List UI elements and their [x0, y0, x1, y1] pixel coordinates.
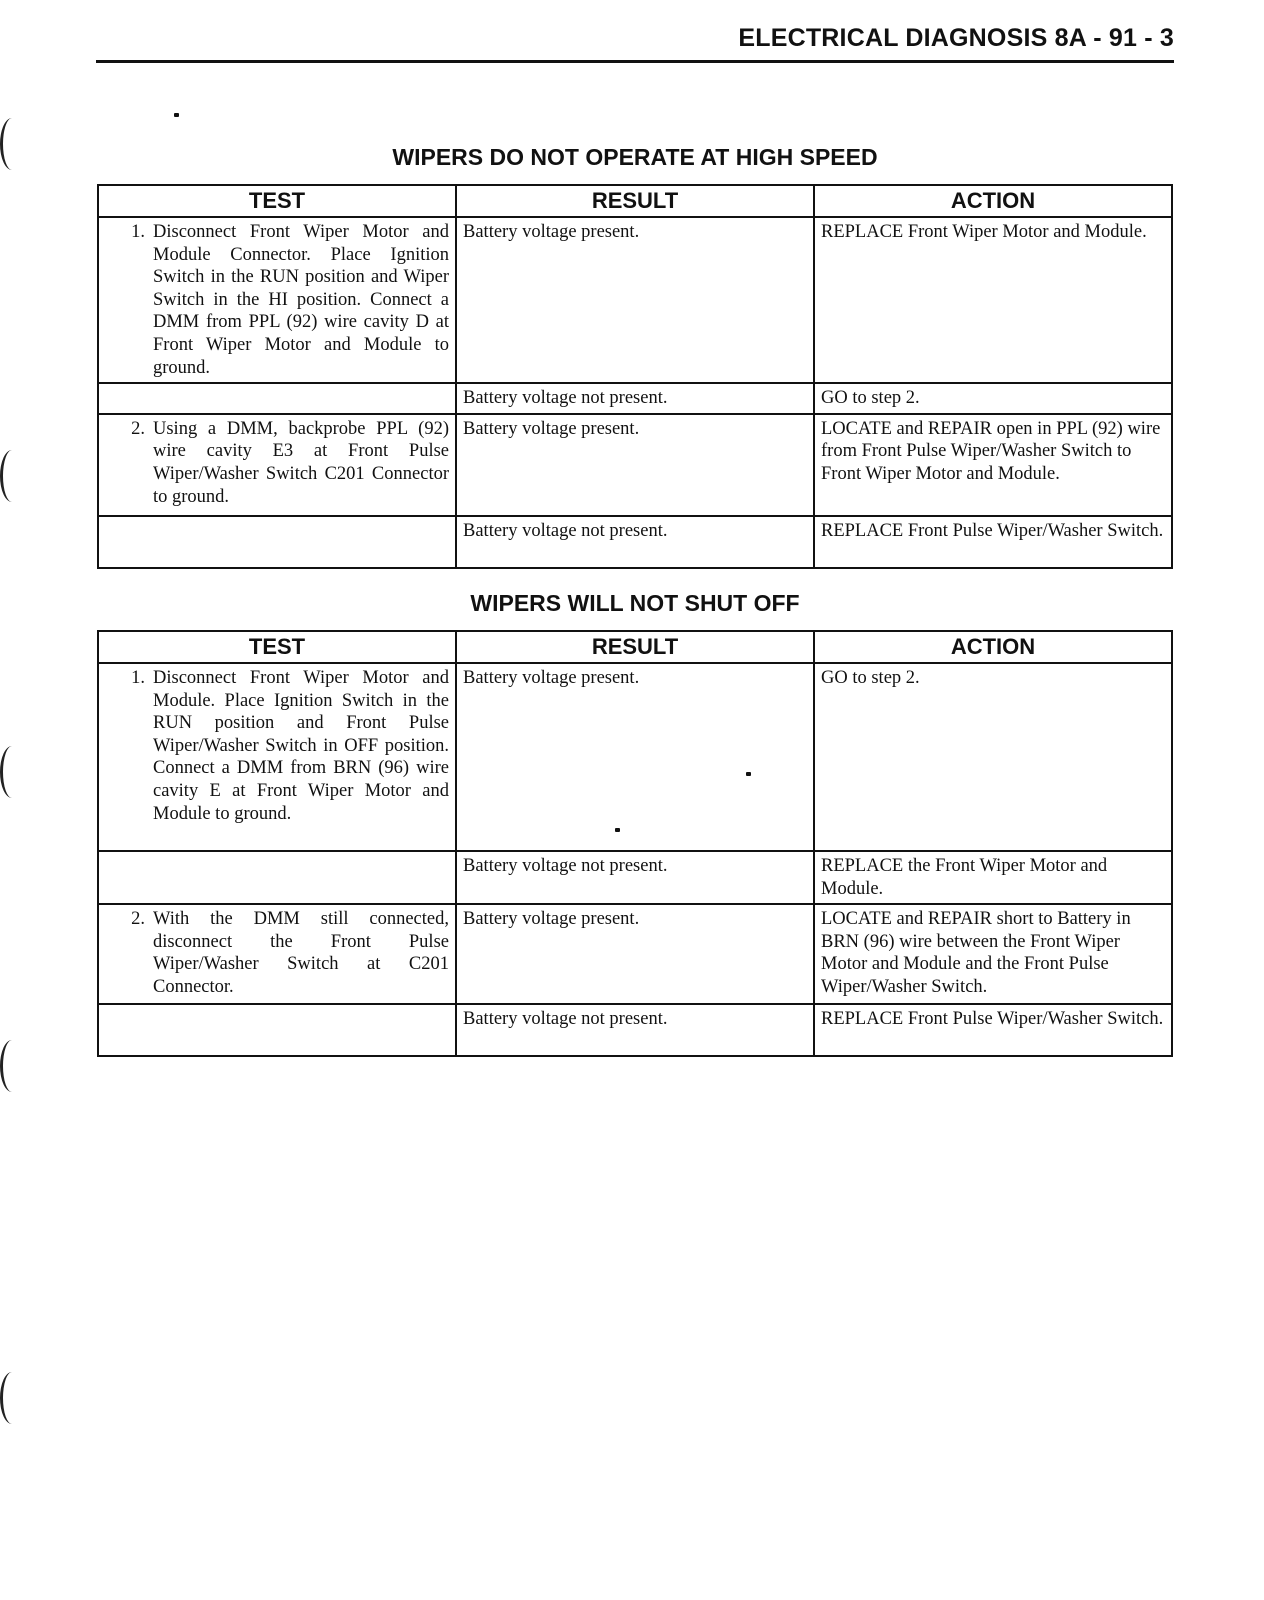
column-header-result: RESULT	[456, 631, 814, 663]
result-cell: Battery voltage present.	[456, 904, 814, 1004]
action-cell: REPLACE Front Wiper Motor and Module.	[814, 217, 1172, 383]
table-row	[98, 383, 1172, 414]
table-row	[98, 516, 1172, 568]
action-cell: REPLACE Front Pulse Wiper/Washer Switch.	[814, 516, 1172, 568]
test-cell	[98, 516, 456, 568]
test-text: Disconnect Front Wiper Motor and Module Connector. Place Ignition Switch in the RUN position and Wiper Switch in the HI position. Connect a DMM from PPL (92) wire cavity D at Front Wiper Motor and Module to ground.	[153, 222, 449, 378]
result-cell: Battery voltage present.	[456, 663, 814, 851]
result-cell: Battery voltage not present.	[456, 516, 814, 568]
step-number: 2.	[131, 909, 145, 930]
step-number: 1.	[131, 222, 145, 242]
column-header-test: TEST	[98, 185, 456, 217]
section-title-high-speed: WIPERS DO NOT OPERATE AT HIGH SPEED	[392, 144, 878, 170]
action-cell: REPLACE Front Pulse Wiper/Washer Switch.	[814, 1004, 1172, 1056]
test-text: With the DMM still connected, disconnect the Front Pulse Wiper/Washer Switch at C201 Connector.	[153, 909, 449, 997]
table-row	[98, 851, 1172, 904]
page-header-title: ELECTRICAL DIAGNOSIS 8A - 91 - 3	[738, 24, 1174, 52]
column-header-action: ACTION	[814, 185, 1172, 217]
test-cell	[98, 217, 456, 383]
binder-hole	[0, 1040, 24, 1092]
table-row	[98, 904, 1172, 1004]
result-cell: Battery voltage not present.	[456, 383, 814, 414]
table-row	[98, 663, 1172, 851]
section-title-will-not-shut-off: WIPERS WILL NOT SHUT OFF	[470, 590, 800, 616]
table-row	[98, 414, 1172, 516]
binder-hole	[0, 746, 24, 798]
table-header-row	[98, 631, 1172, 663]
test-cell	[98, 414, 456, 516]
test-text: Disconnect Front Wiper Motor and Module. Place Ignition Switch in the RUN position and Front Pulse Wiper/Washer Switch in OFF position. Connect a DMM from BRN (96) wire cavity E at Front Wiper Motor and Module to ground.	[153, 668, 449, 824]
result-cell: Battery voltage not present.	[456, 1004, 814, 1056]
test-cell	[98, 851, 456, 904]
table-row	[98, 217, 1172, 383]
step-number: 1.	[131, 668, 145, 688]
action-cell: REPLACE the Front Wiper Motor and Module.	[814, 851, 1172, 904]
diagnosis-table-high-speed	[97, 184, 1173, 569]
test-cell	[98, 663, 456, 851]
result-cell: Battery voltage present.	[456, 217, 814, 383]
scan-speck	[174, 113, 179, 117]
test-cell	[98, 904, 456, 1004]
header-rule	[96, 60, 1174, 63]
column-header-action: ACTION	[814, 631, 1172, 663]
test-cell	[98, 383, 456, 414]
action-cell: LOCATE and REPAIR short to Battery in BRN (96) wire between the Front Wiper Motor and Module and the Front Pulse Wiper/Washer Switch.	[814, 904, 1172, 1004]
test-cell	[98, 1004, 456, 1056]
action-cell: LOCATE and REPAIR open in PPL (92) wire from Front Pulse Wiper/Washer Switch to Front Wiper Motor and Module.	[814, 414, 1172, 516]
action-cell: GO to step 2.	[814, 663, 1172, 851]
action-cell: GO to step 2.	[814, 383, 1172, 414]
table-row	[98, 1004, 1172, 1056]
diagnosis-table-will-not-shut-off	[97, 630, 1173, 1057]
result-cell: Battery voltage not present.	[456, 851, 814, 904]
column-header-test: TEST	[98, 631, 456, 663]
test-text: Using a DMM, backprobe PPL (92) wire cavity E3 at Front Pulse Wiper/Washer Switch C201 Connector to ground.	[153, 418, 449, 507]
binder-hole	[0, 118, 24, 170]
table-header-row	[98, 185, 1172, 217]
result-cell: Battery voltage present.	[456, 414, 814, 516]
column-header-result: RESULT	[456, 185, 814, 217]
step-number: 2.	[131, 418, 145, 439]
binder-hole	[0, 450, 24, 502]
binder-hole	[0, 1372, 24, 1424]
